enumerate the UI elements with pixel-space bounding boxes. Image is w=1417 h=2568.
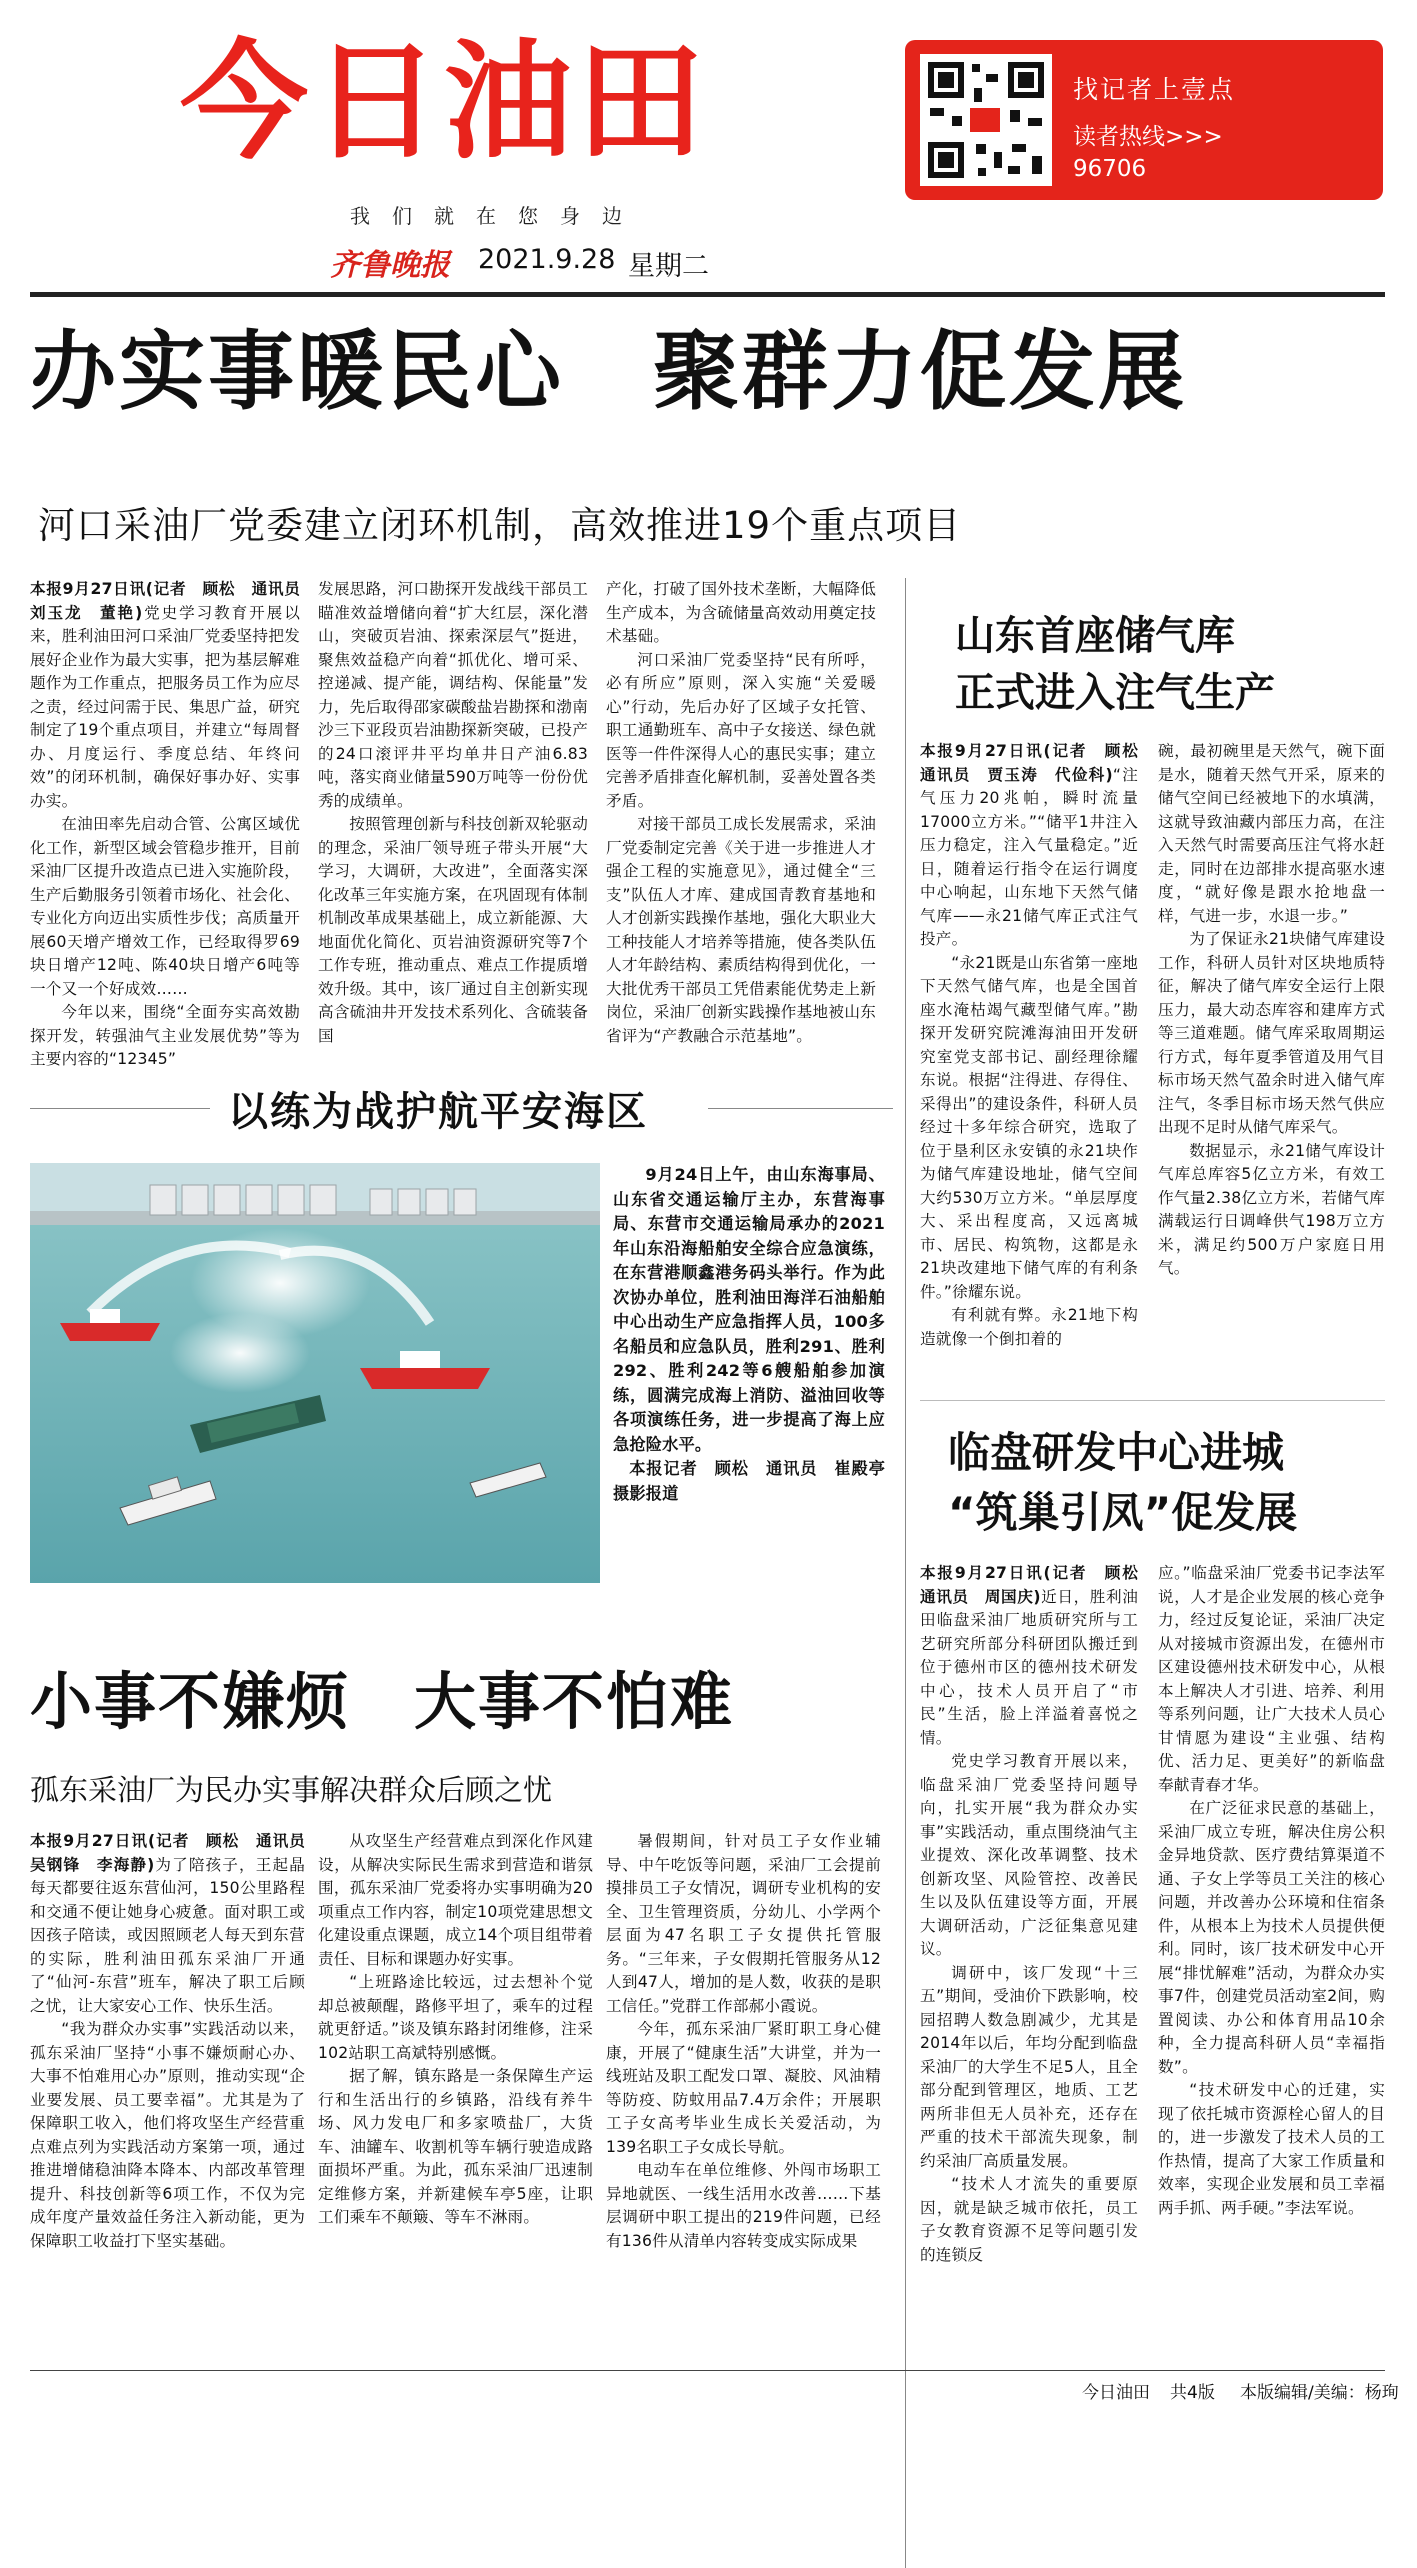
gas-headline-line1: 山东首座储气库: [955, 613, 1235, 659]
gas-col2-p1: 碗，最初碗里是天然气，碗下面是水，随着天然气开采，原来的储气空间已经被地下的水填满，这就导致油藏内部压力高，在注入天然气时需要高压注气将水赶走，同时在边部排水提高驱水速度，“就好像是跟水抢地盘一样，气进一步，水退一步。”: [1158, 742, 1385, 925]
masthead-rule: [30, 292, 1385, 297]
photo-story-title: 以练为战护航平安海区: [228, 1089, 648, 1135]
small-byline: 本报9月27日讯(记者 顾松 通讯员 吴钢锋 李海静): [30, 1832, 321, 1874]
linpan-column-2: [1158, 1562, 1385, 2362]
gas-column-1: [920, 740, 1154, 1370]
lead-col1-p2: 在油田率先启动合管、公寓区域优化工作，新型区域会管稳步推开，目前采油厂区提升改造点已进入实施阶段，生产后勤服务引领着市场化、社会化、专业化方向迈出实质性步伐；高质量开展60天增产增效工作，已经取得罗69块日增产12吨、陈40块日增产6吨等一个又一个好成效……: [30, 815, 300, 998]
footer-rule: [30, 2370, 1385, 2371]
photo-credit: 本报记者 顾松 通讯员 崔殿亭 摄影报道: [613, 1459, 902, 1503]
linpan-headline-line1: 临盘研发中心进城: [948, 1428, 1285, 1477]
lead-column-2: [318, 578, 588, 1068]
small-column-3: [606, 1830, 881, 2370]
masthead-slogan: 我们就在您身边: [350, 204, 644, 228]
linpan-byline: 本报9月27日讯(记者 顾松 通讯员 周国庆): [920, 1564, 1154, 1606]
photo-caption-text: 9月24日上午，由山东海事局、山东省交通运输厅主办，东营海事局、东营市交通运输局承办的2021年山东沿海船舶安全综合应急演练，在东营港顺鑫港务码头举行。作为此次协办单位，胜利油田海洋石油船舶中心出动生产应急指挥人员，100多名船员和应急队员，胜利291、胜利292、胜利242等6艘船舶参加演练，圆满完成海上消防、溢油回收等各项演练任务，进一步提高了海上应急抢险水平。: [613, 1165, 885, 1454]
small-col1-p1: 为了陪孩子，王起晶每天都要往返东营仙河，150公里路程和交通不便让她身心疲惫。面对职工或因孩子陪读，或因照顾老人每天到东营的实际，胜利油田孤东采油厂开通了“仙河-东营”班车，解决了职工后顾之忧，让大家安心工作、快乐生活。: [30, 1855, 305, 2015]
small-col1-p2: “我为群众办实事”实践活动以来，孤东采油厂坚持“小事不嫌烦耐心办、大事不怕难用心办”原则，推动实现“企业要发展、员工要幸福”。尤其是为了保障职工收入，他们将攻坚生产经营重点难点列为实践活动方案第一项，通过推进增储稳油降本降本、内部改革管理提升、科技创新等6项工作，不仅为完成年度产量效益任务注入新动能，更为保障职工收益打下坚实基础。: [30, 2020, 305, 2250]
lead-col3-p2: 河口采油厂党委坚持“民有所呼，必有所应”原则，深入实施“关爱暖心”行动，先后办好了区域子女托管、职工通勤班车、高中子女接送、绿色就医等一件件深得人心的惠民实事；建立完善矛盾排查化解机制，妥善处置各类矛盾。: [606, 650, 876, 810]
linpan-col2-p3: “技术研发中心的迁建，实现了依托城市资源栓心留人的目的，进一步激发了技术人员的工作热情，提高了大家工作质量和效率，实现企业发展和员工幸福两手抓、两手硬。”李法军说。: [1158, 2081, 1385, 2217]
qr-code-icon[interactable]: [920, 54, 1052, 186]
small-col2-p1: 从攻坚生产经营难点到深化作风建设，从解决实际民生需求到营造和谐氛围，孤东采油厂党委将办实事明确为20项重点工作内容，制定10项党建思想文化建设重点课题，成立14个项目组带着责任、目标和课题办好实事。: [318, 1832, 593, 1968]
newspaper-name: 齐鲁晚报: [330, 248, 450, 283]
gas-col1-p2: “永21既是山东省第一座地下天然气储气库，也是全国首座水淹枯竭气藏型储气库。”勘探开发研究院滩海油田开发研究室党支部书记、副经理徐耀东说。根据“注得进、存得住、采得出”的建设条件，科研人员经过十多年综合研究，选取了位于垦利区永安镇的永21块作为储气库建设地址，储气空间大约530万立方米。“单层厚度大、采出程度高，又远离城市、居民、构筑物，这都是永21块改建地下储气库的有利条件。”徐耀东说。: [920, 953, 1138, 1301]
lead-col1-p1: 党史学习教育开展以来，胜利油田河口采油厂党委坚持把发展好企业作为最大实事，把为基层解难题作为工作重点，把服务员工作为应尽之责，经过问需于民、集思广益，研究制定了19个重点项目，并建立“每周督办、月度运行、季度总结、年终问效”的闭环机制，确保好事办好、实事办实。: [30, 603, 300, 810]
drill-photo: [30, 1163, 600, 1583]
gas-col1-p1: “注气压力20兆帕，瞬时流量17000立方米。”“储平1井注入压力稳定，注入气量稳定。”近日，随着运行指令在运行调度中心响起，山东地下天然气储气库——永21储气库正式注气投产。: [920, 765, 1139, 948]
reader-contact-box: [905, 40, 1383, 200]
issue-weekday: 星期二: [628, 251, 709, 282]
footer-section: 今日油田: [1082, 2383, 1150, 2403]
lead-headline: 办实事暖民心 聚群力促发展: [30, 322, 1187, 422]
lead-col3-p3: 对接干部员工成长发展需求，采油厂党委制定完善《关于进一步推进人才强企工程的实施意见》，通过健全“三支”队伍人才库、建成国青教育基地和人才创新实践操作基地，强化大职业大工种技能人才培养等措施，使各类队伍人才年龄结构、素质结构得到优化，一大批优秀干部员工凭借素能优势走上新岗位，采油厂创新实践操作基地被山东省评为“产教融合示范基地”。: [606, 815, 876, 1045]
lead-col3-p1: 产化，打破了国外技术垄断，大幅降低生产成本，为含硫储量高效动用奠定技术基础。: [606, 580, 876, 645]
lead-col1-p3: 今年以来，围绕“全面夯实高效勘探开发，转强油气主业发展优势”等为主要内容的“12345”: [30, 1003, 300, 1068]
footer-editor: 本版编辑/美编：杨珣: [1240, 2383, 1399, 2403]
lead-subhead: 河口采油厂党委建立闭环机制，高效推进19个重点项目: [38, 504, 962, 547]
lead-byline: 本报9月27日讯(记者 顾松 通讯员 刘玉龙 董艳): [30, 580, 316, 622]
section-rule-right: [708, 1108, 893, 1109]
gas-column-2: [1158, 740, 1385, 1370]
hotline-label: 读者热线>>>: [1073, 124, 1223, 150]
small-column-2: [318, 1830, 593, 2370]
masthead-title: 今日油田: [180, 28, 709, 177]
linpan-col1-p3: 调研中，该厂发现“十三五”期间，受油价下跌影响，校园招聘人数急剧减少，尤其是2014年以后，年均分配到临盘采油厂的大学生不足5人，且全部分配到管理区，地质、工艺两所非但无人员补充，还存在严重的技术干部流失现象，制约采油厂高质量发展。: [920, 1963, 1138, 2170]
linpan-col1-p1: 近日，胜利油田临盘采油厂地质研究所与工艺研究所部分科研团队搬迁到位于德州市区的德州技术研发中心，技术人员开启了“市民”生活，脸上洋溢着喜悦之情。: [920, 1587, 1138, 1747]
footer-page-count: 共4版: [1170, 2383, 1215, 2403]
lead-col2-p2: 按照管理创新与科技创新双轮驱动的理念，采油厂领导班子带头开展“大学习，大调研，大改进”，全面落实深化改革三年实施方案，在巩固现有体制机制改革成果基础上，成立新能源、大地面优化简化、页岩油资源研究等7个工作专班，推动重点、难点工作提质增效升级。其中，该厂通过自主创新实现高含硫油井开发技术系列化、含硫装备国: [318, 815, 588, 1045]
linpan-col2-p1: 应。”临盘采油厂党委书记李法军说，人才是企业发展的核心竞争力，经过反复论证，采油厂决定从对接城市资源出发，在德州市区建设德州技术研发中心，从根本上解决人才引进、培养、利用等系列问题，让广大技术人员心甘情愿为建设“主业强、结构优、活力足、更美好”的新临盘奉献青春才华。: [1158, 1564, 1385, 1794]
column-divider: [905, 578, 906, 2568]
photo-caption: [613, 1163, 902, 1608]
gas-headline-line2: 正式进入注气生产: [955, 670, 1275, 716]
small-col3-p1: 暑假期间，针对员工子女作业辅导、中午吃饭等问题，采油厂工会提前摸排员工子女情况，调研专业机构的安全、卫生管理资质，分幼儿、小学两个层面为47名职工子女提供托管服务。“三年来，子女假期托管服务从12人到47人，增加的是人数，收获的是职工信任。”党群工作部郝小霞说。: [606, 1832, 881, 2015]
small-col3-p3: 电动车在单位维修、外闯市场职工异地就医、一线生活用水改善……下基层调研中职工提出的219件问题，已经有136件从清单内容转变成实际成果: [606, 2161, 881, 2250]
small-story-subhead: 孤东采油厂为民办实事解决群众后顾之忧: [30, 1773, 553, 1807]
gas-col2-p3: 数据显示，永21储气库设计气库总库容5亿立方米，有效工作气量2.38亿立方米，若储气库满载运行日调峰供气198万立方米，满足约500万户家庭日用气。: [1158, 1141, 1385, 1277]
section-rule-left: [30, 1108, 210, 1109]
linpan-column-1: [920, 1562, 1154, 2362]
right-section-divider: [920, 1400, 1385, 1401]
lead-column-3: [606, 578, 876, 1068]
small-story-headline: 小事不嫌烦 大事不怕难: [30, 1665, 735, 1738]
hotline-number: 96706: [1073, 156, 1147, 182]
linpan-col1-p4: “技术人才流失的重要原因，就是缺乏城市依托，员工子女教育资源不足等问题引发的连锁反: [920, 2175, 1138, 2264]
contact-slogan: 找记者上壹点: [1073, 75, 1236, 104]
gas-col2-p2: 为了保证永21块储气库建设工作，科研人员针对区块地质特征，解决了储气库安全运行上限压力，最大动态库容和建库方式等三道难题。储气库采取周期运行方式，每年夏季管道及用气目标市场天然气盈余时进入储气库注气，冬季目标市场天然气供应出现不足时从储气库采气。: [1158, 930, 1385, 1136]
small-col3-p2: 今年，孤东采油厂紧盯职工身心健康，开展了“健康生活”大讲堂，并为一线班站及职工配发口罩、凝胶、风油精等防疫、防蚊用品7.4万余件；开展职工子女高考毕业生成长关爱活动，为139名职工子女成长导航。: [606, 2020, 881, 2156]
issue-date: 2021.9.28: [478, 244, 616, 275]
linpan-col1-p2: 党史学习教育开展以来，临盘采油厂党委坚持问题导向，扎实开展“我为群众办实事”实践活动，重点围绕油气主业提效、深化改革调整、技术创新攻坚、风险管控、改善民生以及队伍建设等方面，开展大调研活动，广泛征集意见建议。: [920, 1752, 1138, 1958]
small-col2-p3: 据了解，镇东路是一条保障生产运行和生活出行的乡镇路，沿线有养牛场、风力发电厂和多家喷盐厂，大货车、油罐车、收割机等车辆行驶造成路面损坏严重。为此，孤东采油厂迅速制定维修方案，并新建候车亭5座，让职工们乘车不颠簸、等车不淋雨。: [318, 2067, 593, 2226]
small-col2-p2: “上班路途比较远，过去想补个觉却总被颠醒，路修平坦了，乘车的过程就更舒适。”谈及镇东路封闭维修，注采102站职工高斌特别感慨。: [318, 1973, 593, 2062]
small-column-1: [30, 1830, 321, 2370]
linpan-col2-p2: 在广泛征求民意的基础上，采油厂成立专班，解决住房公积金异地贷款、医疗费结算渠道不通、子女上学等员工关注的核心问题，并改善办公环境和住宿条件，从根本上为技术人员提供便利。同时，该厂技术研发中心开展“排忧解难”活动，为群众办实事7件，创建党员活动室2间，购置阅读、办公和体育用品10余种，全力提高科研人员“幸福指数”。: [1158, 1799, 1385, 2076]
gas-col1-p3: 有利就有弊。永21地下构造就像一个倒扣着的: [920, 1306, 1138, 1348]
gas-byline: 本报9月27日讯(记者 顾松 通讯员 贾玉涛 代俭科): [920, 742, 1154, 784]
linpan-headline-line2: “筑巢引凤”促发展: [948, 1488, 1298, 1537]
lead-col2-p1: 发展思路，河口勘探开发战线干部员工瞄准效益增储向着“扩大红层，深化潜山，突破页岩油、探索深层气”挺进，聚焦效益稳产向着“抓优化、增可采、控递减、提产能，调结构、保能量”发力，先后取得邵家碳酸盐岩勘探和渤南沙三下亚段页岩油勘探新突破，已投产的24口滚评井平均单井日产油6.83吨，落实商业储量590万吨等一份份优秀的成绩单。: [318, 580, 588, 810]
lead-column-1: [30, 578, 316, 1068]
